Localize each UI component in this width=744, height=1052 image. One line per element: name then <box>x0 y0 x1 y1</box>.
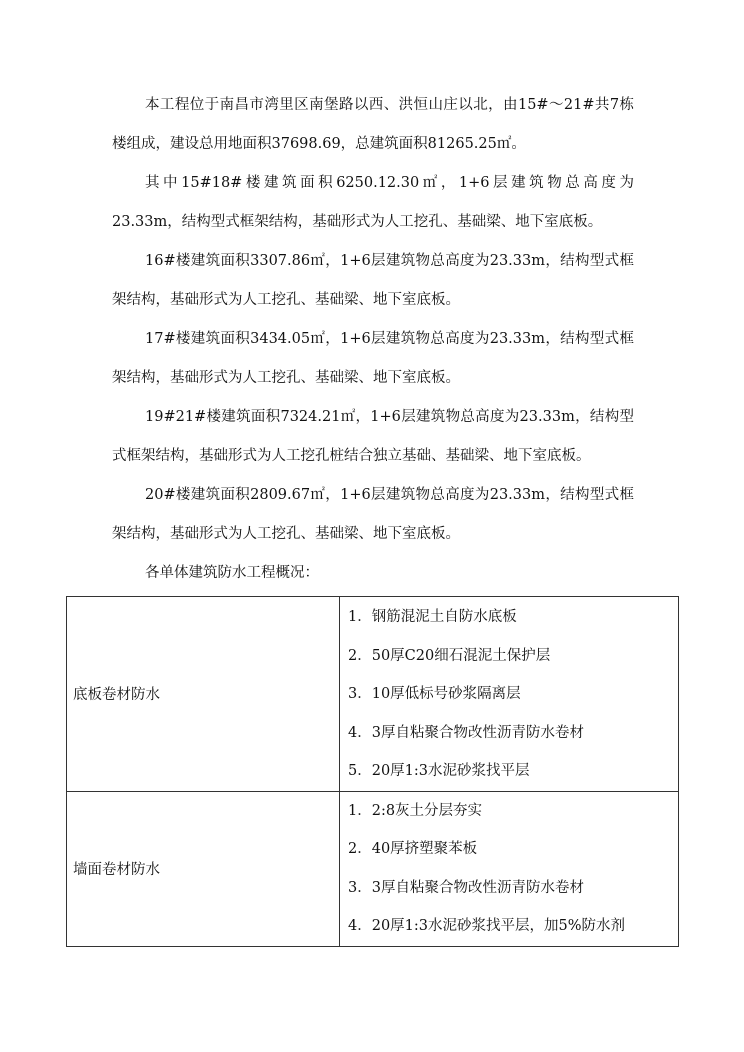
paragraph-building-15-18: 其中15#18#楼建筑面积6250.12.30㎡，1+6层建筑物总高度为23.33m，结构型式框架结构，基础形式为人工挖孔、基础梁、地下室底板。 <box>112 175 634 230</box>
paragraph-project-overview: 本工程位于南昌市湾里区南堡路以西、洪恒山庄以北，由15#～21#共7栋楼组成，建设总用地面积37698.69，总建筑面积81265.25㎡。 <box>112 97 634 152</box>
list-item: 3．3厚自粘聚合物改性沥青防水卷材 <box>348 879 584 896</box>
list-item: 2．50厚C20细石混泥土保护层 <box>348 647 551 664</box>
paragraph-building-17: 17#楼建筑面积3434.05㎡，1+6层建筑物总高度为23.33m，结构型式框架结构，基础形式为人工挖孔、基础梁、地下室底板。 <box>112 331 634 386</box>
row-label: 墙面卷材防水 <box>67 791 340 946</box>
row-items <box>340 597 679 792</box>
paragraph-table-intro: 各单体建筑防水工程概况： <box>145 565 319 581</box>
table-row <box>67 791 679 946</box>
paragraph-building-19-21: 19#21#楼建筑面积7324.21㎡，1+6层建筑物总高度为23.33m，结构型式框架结构，基础形式为人工挖孔桩结合独立基础、基础梁、地下室底板。 <box>112 409 634 464</box>
waterproofing-table <box>66 596 679 947</box>
list-item: 4．3厚自粘聚合物改性沥青防水卷材 <box>348 724 584 741</box>
row-items <box>340 791 679 946</box>
list-item: 1．钢筋混泥土自防水底板 <box>348 609 517 625</box>
list-item: 3．10厚低标号砂浆隔离层 <box>348 686 521 702</box>
row-label: 底板卷材防水 <box>67 597 340 792</box>
paragraph-building-20: 20#楼建筑面积2809.67㎡，1+6层建筑物总高度为23.33m，结构型式框架结构，基础形式为人工挖孔、基础梁、地下室底板。 <box>112 487 634 542</box>
table-row <box>67 597 679 792</box>
list-item: 1．2:8灰土分层夯实 <box>348 802 483 819</box>
list-item: 5．20厚1:3水泥砂浆找平层 <box>348 763 530 779</box>
list-item: 4．20厚1:3水泥砂浆找平层，加5%防水剂 <box>348 918 626 934</box>
list-item: 2．40厚挤塑聚苯板 <box>348 841 478 857</box>
paragraph-building-16: 16#楼建筑面积3307.86㎡，1+6层建筑物总高度为23.33m，结构型式框架结构，基础形式为人工挖孔、基础梁、地下室底板。 <box>112 253 634 308</box>
document-body <box>112 86 634 593</box>
